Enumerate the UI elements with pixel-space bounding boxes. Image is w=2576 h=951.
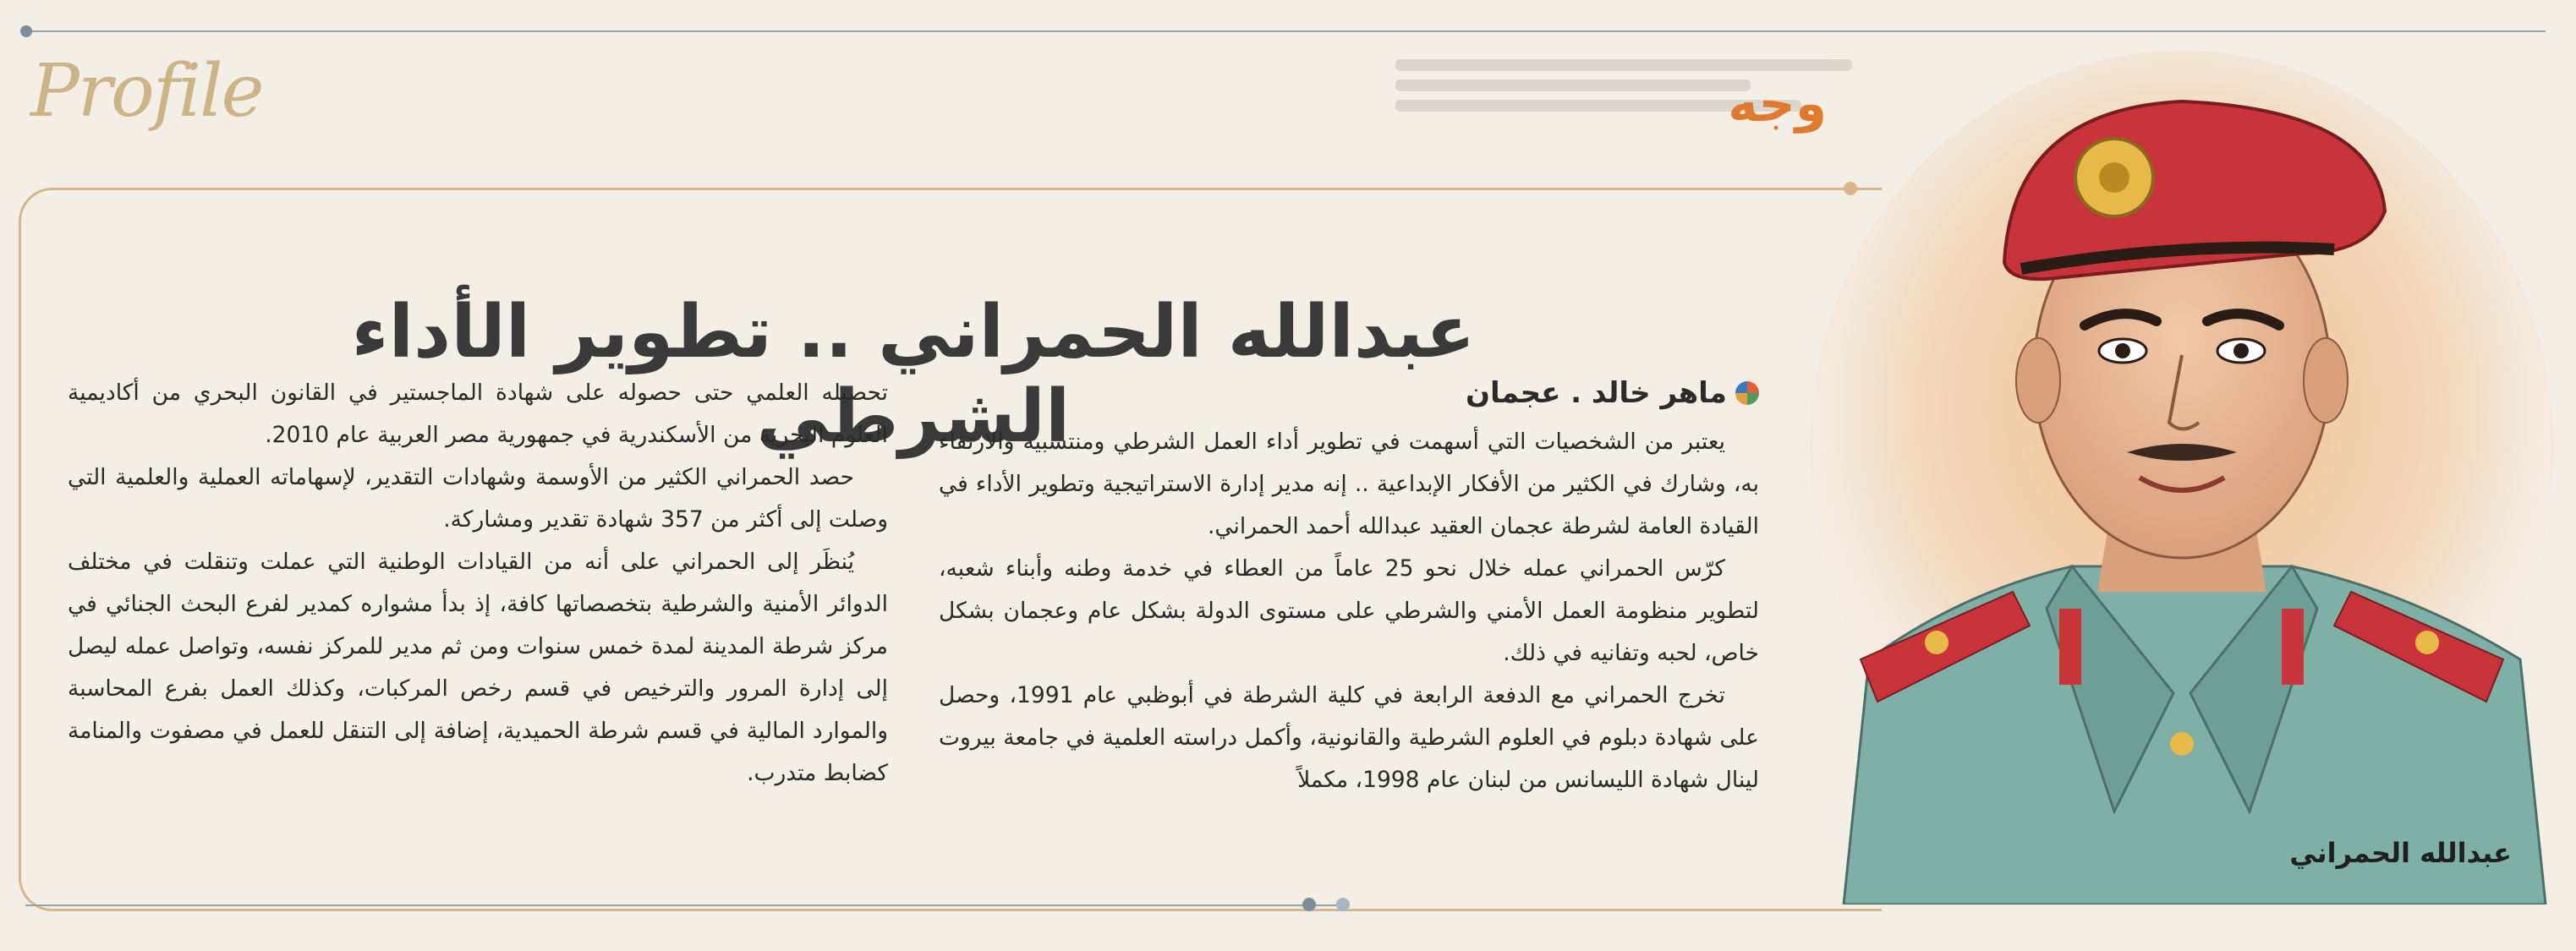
portrait-caption: عبدالله الحمراني: [2289, 837, 2512, 869]
paragraph: يعتبر من الشخصيات التي أسهمت في تطوير أداء العمل الشرطي ومنتسبيه والارتقاء به، وشارك في الكثير من الأفكار الإبداعية .. إنه مدير إدارة الاستراتيجية وتطوير الأداء في القيادة العامة لشرطة عجمان العقيد عبدالله أحمد الحمراني.: [939, 429, 1759, 539]
uniform-button: [2170, 732, 2194, 756]
epaulette-star-left: [1925, 631, 1948, 654]
top-rule-dot: [20, 25, 32, 37]
paragraph: حصد الحمراني الكثير من الأوسمة وشهادات التقدير، لإسهاماته العملية والعلمية التي وصلت إلى أكثر من 357 شهادة تقدير ومشاركة.: [68, 464, 888, 533]
pupil-right: [2233, 343, 2249, 358]
ear-left: [2016, 338, 2060, 423]
article-column-left: [68, 372, 888, 896]
collar-tab-right: [2282, 609, 2304, 685]
paragraph: يُنظَر إلى الحمراني على أنه من القيادات الوطنية التي عملت وتنقلت في مختلف الدوائر الأمنية والشرطية بتخصصاتها كافة، إذ بدأ مشواره كمدير لفرع البحث الجنائي في مركز شرطة المدينة لمدة خمس سنوات ومن ثم مدير للمركز نفسه، وتواصل عمله ليصل إلى إدارة المرور والترخيص في قسم رخص المركبات، وكذلك العمل بفرع المحاسبة والموارد المالية في قسم شرطة الحميدية، إضافة إلى التنقل للعمل في مصفوت والمنامة كضابط متدرب.: [68, 549, 888, 786]
article-column-right: [939, 421, 1759, 894]
byline-text: ماهر خالد . عجمان: [1466, 376, 1727, 410]
epaulette-star-right: [2415, 631, 2439, 654]
beret-badge-center: [2099, 162, 2129, 193]
paragraph: تخرج الحمراني مع الدفعة الرابعة في كلية الشرطة في أبوظبي عام 1991، وحصل على شهادة دبلوم في العلوم الشرطية والقانونية، وأكمل دراسته العلمية في جامعة بيروت لينال شهادة الليسانس من لبنان عام 1998، مكملاً: [939, 682, 1759, 793]
bottom-rule-dot: [1336, 898, 1350, 911]
newspaper-logo-icon: [1735, 381, 1759, 405]
ear-right: [2304, 338, 2348, 423]
bottom-rule: [25, 905, 1345, 906]
pupil-left: [2115, 343, 2130, 358]
byline: [1353, 368, 1759, 418]
paragraph: تحصيله العلمي حتى حصوله على شهادة الماجستير في القانون البحري من أكاديمية العلوم البحرية من الأسكندرية في جمهورية مصر العربية عام 2010.: [68, 380, 888, 448]
profile-label: Profile: [30, 49, 263, 134]
collar-tab-left: [2059, 609, 2081, 685]
portrait-illustration: [1793, 51, 2562, 905]
section-label: وجه: [1728, 74, 1827, 134]
article-headline: عبدالله الحمراني .. تطوير الأداء الشرطي: [351, 289, 1476, 459]
paragraph: كرّس الحمراني عمله خلال نحو 25 عاماً من العطاء في خدمة وطنه وأبناء شعبه، لتطوير منظومة العمل الأمني والشرطي على مستوى الدولة بشكل عام وعجمان بشكل خاص، لحبه وتفانيه في ذلك.: [939, 555, 1759, 666]
top-rule: [25, 30, 2546, 32]
bottom-rule-dot: [1302, 898, 1316, 911]
